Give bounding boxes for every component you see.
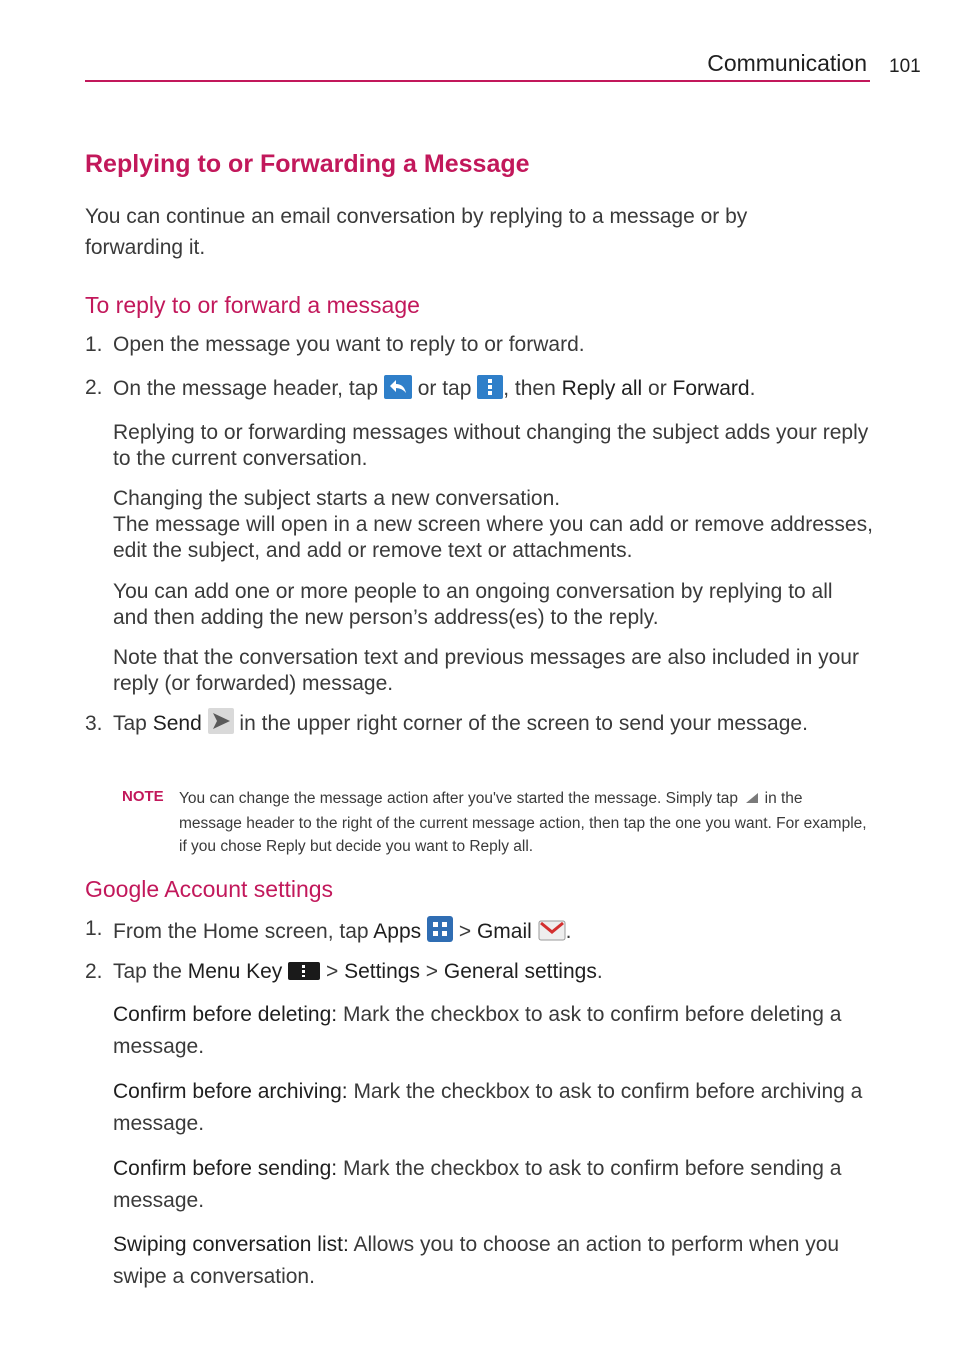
info-paragraph: Note that the conversation text and previous messages are also included in your reply (or forwarded) message. <box>113 646 859 695</box>
note-text <box>179 787 869 858</box>
send-icon <box>208 708 234 744</box>
reply-step-1: Open the message you want to reply to or forward. <box>113 333 585 356</box>
info-paragraph: You can add one or more people to an ongoing conversation by replying to all and then adding the new person’s address(es) to the reply. <box>113 580 833 629</box>
option-name: Confirm before deleting: <box>113 1003 338 1026</box>
reply-step-3 <box>113 708 813 744</box>
settings-label: Settings <box>344 960 420 983</box>
step-text: or <box>642 377 673 400</box>
info-paragraph: The message will open in a new screen where you can add or remove addresses, edit the subject, and add or remove text or attachments. <box>113 513 873 562</box>
option-description: Mark the checkbox to ask to confirm before deleting a message. <box>113 1003 842 1058</box>
step-number: 2. <box>85 960 103 983</box>
note-text-part: You can change the message action after you've started the message. Simply tap <box>179 790 743 807</box>
option-name: Swiping conversation list: <box>113 1233 349 1256</box>
page-number: 101 <box>889 56 921 77</box>
step-text: . <box>749 377 756 400</box>
step-text: , then <box>503 377 562 400</box>
step-number: 2. <box>85 376 103 399</box>
step-number: 1. <box>85 333 103 356</box>
option-name: Confirm before archiving: <box>113 1080 348 1103</box>
note-text-part: in the message header to the right of the current message action, then tap the one you want. For example, if you chose Reply but decide you want to Reply all. <box>179 790 867 855</box>
setting-option <box>113 999 873 1063</box>
header-divider <box>85 80 870 82</box>
overflow-menu-icon <box>477 375 503 406</box>
step-text: > <box>419 960 444 983</box>
header-section-title: Communication <box>707 50 867 76</box>
info-paragraph: Changing the subject starts a new conversation. <box>113 487 561 510</box>
setting-option <box>113 1076 873 1140</box>
step-text: > <box>320 960 345 983</box>
settings-section-heading: Google Account settings <box>85 876 334 902</box>
gmail-label: Gmail <box>476 920 532 943</box>
reply-all-label: Reply all <box>561 377 643 400</box>
step-text: From the Home screen, tap <box>113 920 374 943</box>
page-title: Replying to or Forwarding a Message <box>85 150 530 178</box>
step-text: On the message header, tap <box>113 377 384 400</box>
step-text: or tap <box>417 377 478 400</box>
step-text: Tap the <box>113 960 188 983</box>
step-text: > <box>453 920 477 943</box>
option-name: Confirm before sending: <box>113 1157 338 1180</box>
reply-step-2 <box>113 375 873 406</box>
info-paragraph: Replying to or forwarding messages without changing the subject adds your reply to the current conversation. <box>113 421 869 470</box>
apps-grid-icon <box>427 916 453 949</box>
setting-option <box>113 1153 873 1217</box>
option-description: Mark the checkbox to ask to confirm before sending a message. <box>113 1157 842 1212</box>
settings-step-1 <box>113 916 873 949</box>
step-text: in the upper right corner of the screen to send your message. <box>233 712 808 735</box>
setting-option <box>113 1229 873 1293</box>
step-number: 1. <box>85 917 103 940</box>
step-number: 3. <box>85 712 103 735</box>
option-description: Allows you to choose an action to perform when you swipe a conversation. <box>113 1233 840 1288</box>
dropdown-triangle-icon <box>742 789 760 812</box>
step-text: . <box>596 960 603 983</box>
send-label: Send <box>152 712 202 735</box>
step-text: Tap <box>113 712 153 735</box>
step-text: . <box>565 920 572 943</box>
reply-section-heading: To reply to or forward a message <box>85 292 420 318</box>
forward-label: Forward <box>672 377 750 400</box>
general-settings-label: General settings <box>443 960 597 983</box>
settings-step-2 <box>113 959 873 987</box>
apps-label: Apps <box>373 920 422 943</box>
gmail-envelope-icon <box>538 918 566 949</box>
note-label: NOTE <box>122 788 164 805</box>
reply-arrow-icon <box>384 375 412 406</box>
option-description: Mark the checkbox to ask to confirm before archiving a message. <box>113 1080 863 1135</box>
menu-key-label: Menu Key <box>187 960 283 983</box>
intro-paragraph: You can continue an email conversation by replying to a message or by forwarding it. <box>85 205 748 259</box>
menu-key-icon <box>288 961 320 987</box>
